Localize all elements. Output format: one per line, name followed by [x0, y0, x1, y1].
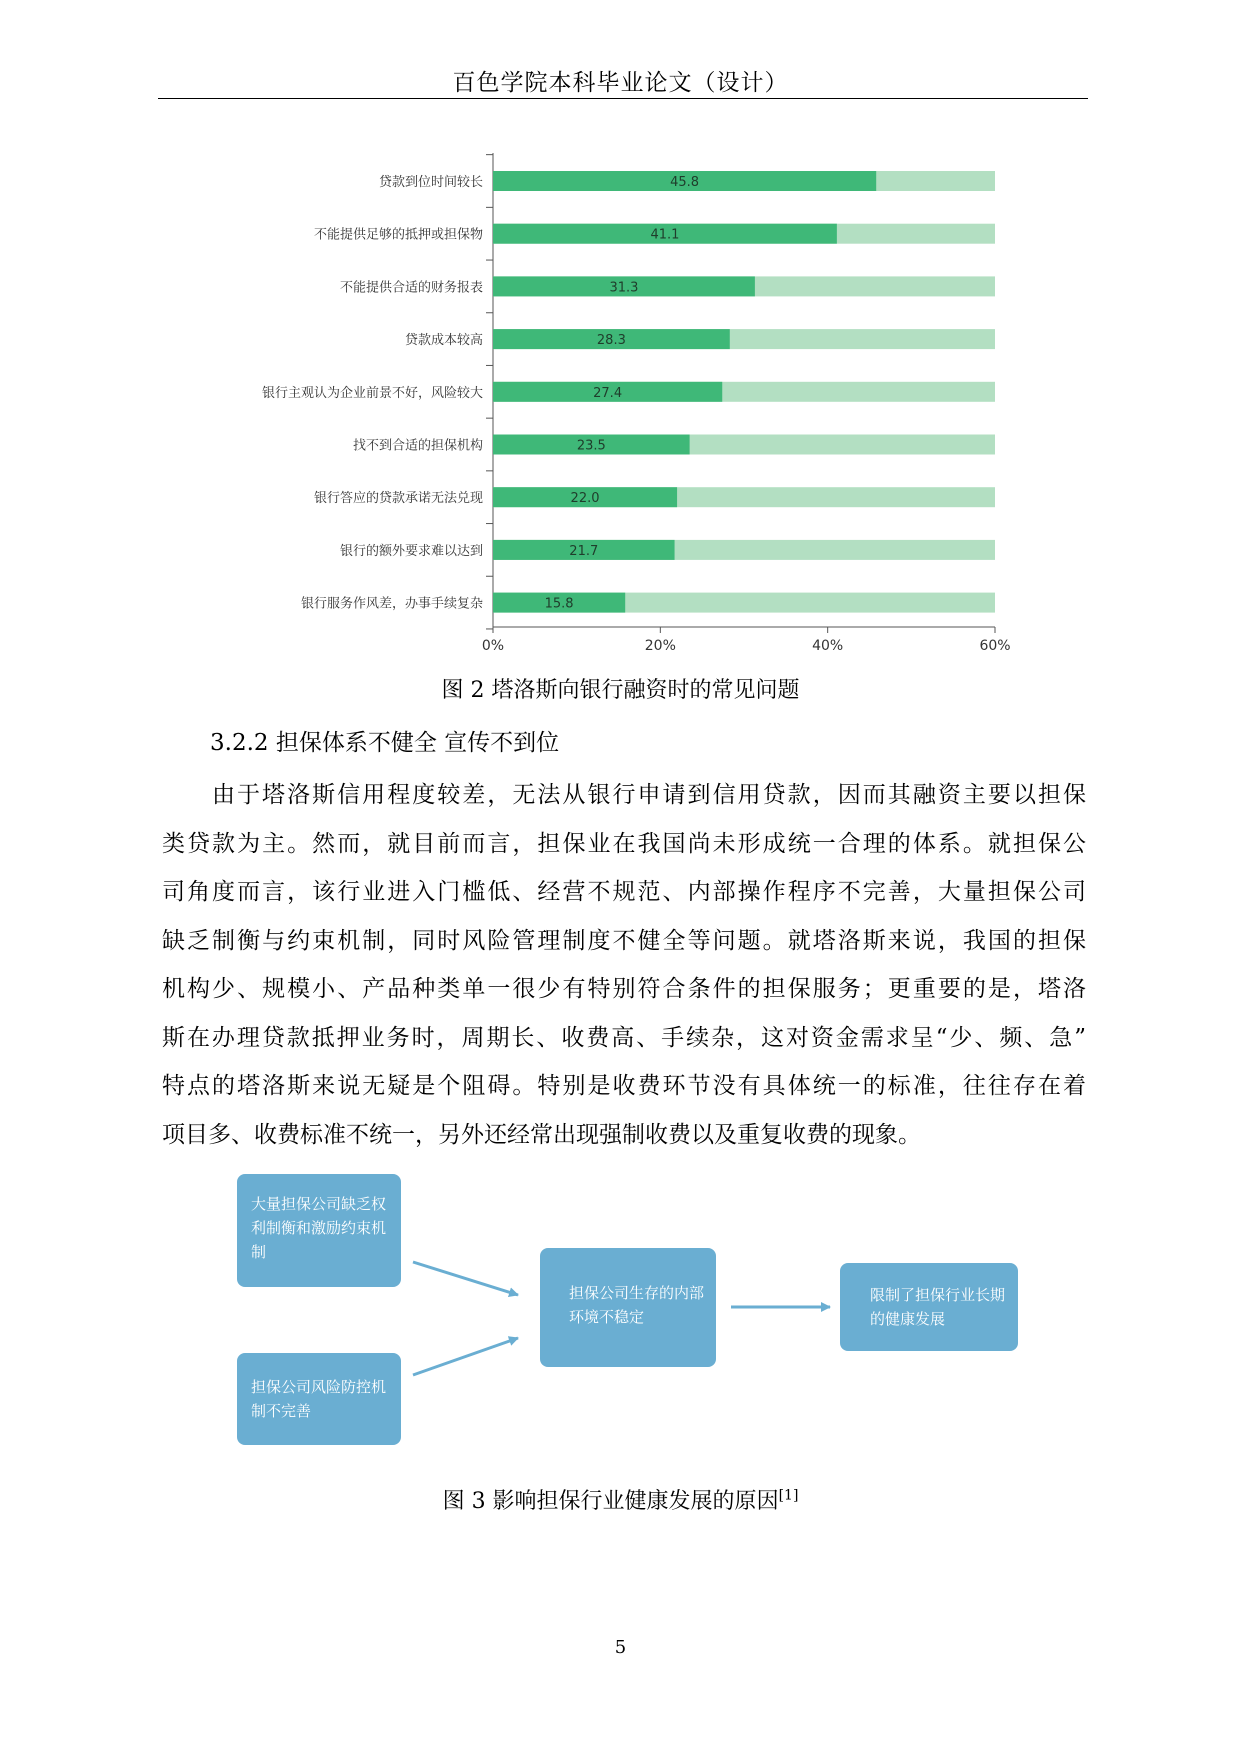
diagram-node-label: 大量担保公司缺乏权利制衡和激励约束机制 [251, 1195, 387, 1261]
bar-value-label: 45.8 [670, 175, 700, 190]
diagram-node-cause-1 [237, 1174, 401, 1287]
category-label: 贷款成本较高 [404, 333, 483, 349]
figure-2-caption: 图 2 塔洛斯向银行融资时的常见问题 [441, 678, 800, 703]
paragraph-line: 类贷款为主。然而，就目前而言，担保业在我国尚未形成统一合理的体系。就担保公 [162, 830, 1086, 857]
diagram-node-label: 担保公司生存的内部环境不稳定 [569, 1284, 705, 1326]
section-heading: 3.2.2 担保体系不健全 宣传不到位 [210, 730, 560, 756]
page-number: 5 [614, 1637, 627, 1658]
category-label: 银行的额外要求难以达到 [339, 543, 483, 559]
paragraph-line: 项目多、收费标准不统一，另外还经常出现强制收费以及重复收费的现象。 [162, 1121, 921, 1148]
x-tick-label: 40% [812, 638, 844, 654]
bar-value-label: 21.7 [569, 543, 599, 559]
x-tick-label: 20% [644, 638, 676, 654]
category-label: 找不到合适的担保机构 [352, 438, 483, 454]
category-label: 不能提供足够的抵押或担保物 [313, 227, 483, 243]
paragraph-line: 缺乏制衡与约束机制，同时风险管理制度不健全等问题。就塔洛斯来说，我国的担保 [162, 927, 1086, 954]
figure-3-caption [0, 1484, 1241, 1515]
bar-value-label: 22.0 [570, 491, 600, 507]
paragraph-line: 司角度而言，该行业进入门槛低、经营不规范、内部操作程序不完善，大量担保公司 [162, 879, 1086, 905]
bar-value-label: 41.1 [650, 227, 680, 243]
paragraph-line: 机构少、规模小、产品种类单一很少有特别符合条件的担保服务；更重要的是，塔洛 [162, 976, 1086, 1002]
paragraph-line: 斯在办理贷款抵押业务时，周期长、收费高、手续杂，这对资金需求呈“少、频、急” [162, 1024, 1086, 1051]
figure-3-caption-text: 图 3 影响担保行业健康发展的原因 [442, 1489, 779, 1514]
diagram-node-label: 限制了担保行业长期的健康发展 [870, 1286, 1006, 1328]
diagram-node-middle [540, 1248, 716, 1367]
category-label: 银行主观认为企业前景不好，风险较大 [261, 385, 483, 401]
bar-value-label: 23.5 [576, 438, 606, 454]
bar-value-label: 28.3 [596, 333, 626, 349]
paragraph-line: 由于塔洛斯信用程度较差，无法从银行申请到信用贷款，因而其融资主要以担保 [212, 782, 1086, 808]
bar-value-label: 31.3 [609, 280, 639, 296]
paragraph-line: 特点的塔洛斯来说无疑是个阻碍。特别是收费环节没有具体统一的标准，往往存在着 [162, 1073, 1086, 1099]
arrow-cause1-to-middle [413, 1262, 518, 1295]
category-label: 银行答应的贷款承诺无法兑现 [313, 491, 483, 507]
bar-value-label: 15.8 [544, 596, 574, 612]
arrow-cause2-to-middle [413, 1338, 518, 1375]
x-tick-label: 0% [481, 638, 505, 654]
diagram-node-label: 担保公司风险防控机制不完善 [251, 1378, 387, 1420]
diagram-node-cause-2 [237, 1353, 401, 1445]
x-tick-label: 60% [979, 638, 1011, 654]
bar-value-label: 27.4 [593, 385, 623, 401]
category-label: 不能提供合适的财务报表 [339, 280, 483, 296]
diagram-node-result [840, 1263, 1018, 1351]
category-label: 银行服务作风差，办事手续复杂 [300, 596, 483, 612]
page-header-title: 百色学院本科毕业论文（设计） [452, 70, 789, 96]
citation-reference[interactable]: [1] [778, 1487, 799, 1504]
category-label: 贷款到位时间较长 [378, 175, 483, 190]
